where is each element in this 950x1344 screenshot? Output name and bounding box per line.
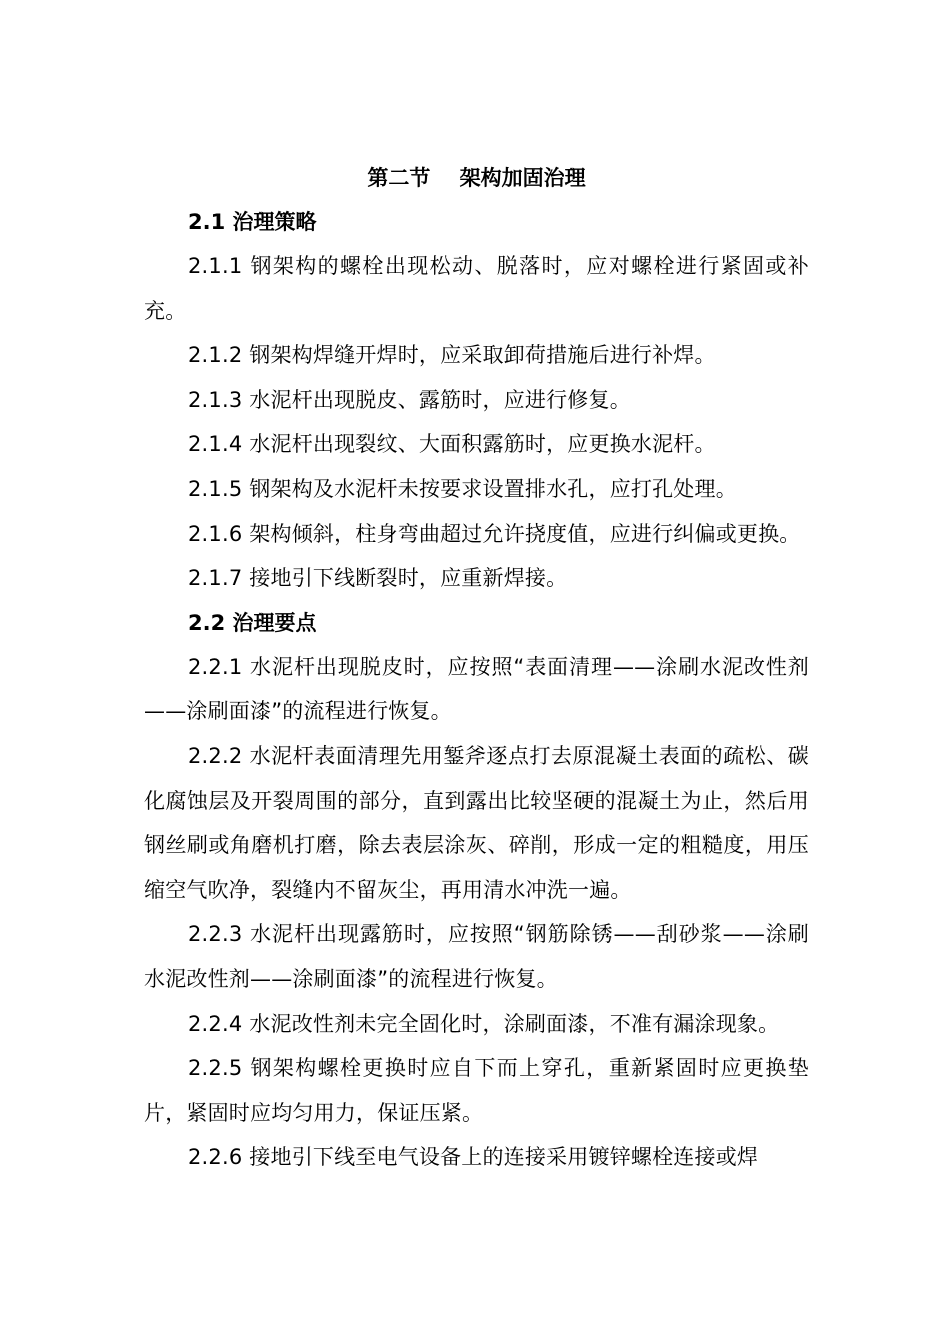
paragraph-2-1-6: 2.1.6 架构倾斜，柱身弯曲超过允许挠度值，应进行纠偏或更换。: [188, 521, 801, 546]
paragraph-2-1-4: 2.1.4 水泥杆出现裂纹、大面积露筋时，应更换水泥杆。: [188, 432, 716, 457]
paragraph-2-2-3: 2.2.3 水泥杆出现露筋时，应按照“钢筋除锈——刮砂浆——涂刷水泥改性剂——涂刷面漆”的流程进行恢复。: [144, 922, 809, 991]
document-page: [144, 156, 809, 1180]
paragraph-2-2-1: 2.2.1 水泥杆出现脱皮时，应按照“表面清理——涂刷水泥改性剂——涂刷面漆”的流程进行恢复。: [144, 654, 809, 724]
paragraph-2-1-7: 2.1.7 接地引下线断裂时，应重新焊接。: [188, 566, 568, 591]
paragraph-2-2-6: 2.2.6 接地引下线至电气设备上的连接采用镀锌螺栓连接或焊: [188, 1145, 759, 1170]
paragraph-2-2-2: 2.2.2 水泥杆表面清理先用錾斧逐点打去原混凝土表面的疏松、碳化腐蚀层及开裂周围的部分，直到露出比较坚硬的混凝土为止，然后用钢丝刷或角磨机打磨，除去表层涂灰、碎削，形成一定的粗糙度，用压缩空气吹净，裂缝内不留灰尘，再用清水冲洗一遍。: [144, 743, 809, 902]
paragraph-2-1-5: 2.1.5 钢架构及水泥杆未按要求设置排水孔，应打孔处理。: [188, 476, 737, 501]
section-title: 第二节 架构加固治理: [367, 166, 586, 190]
sub-heading-2-1: 2.1 治理策略: [188, 210, 317, 234]
paragraph-2-1-1: 2.1.1 钢架构的螺栓出现松动、脱落时，应对螺栓进行紧固或补充。: [144, 254, 809, 323]
paragraph-2-2-5: 2.2.5 钢架构螺栓更换时应自下而上穿孔，重新紧固时应更换垫片，紧固时应均匀用力，保证压紧。: [144, 1056, 809, 1125]
paragraph-2-1-3: 2.1.3 水泥杆出现脱皮、露筋时，应进行修复。: [188, 387, 631, 412]
paragraph-2-2-4: 2.2.4 水泥改性剂未完全固化时，涂刷面漆，不准有漏涂现象。: [188, 1011, 780, 1036]
sub-heading-2-2: 2.2 治理要点: [188, 610, 317, 635]
paragraph-2-1-2: 2.1.2 钢架构焊缝开焊时，应采取卸荷措施后进行补焊。: [188, 343, 716, 368]
